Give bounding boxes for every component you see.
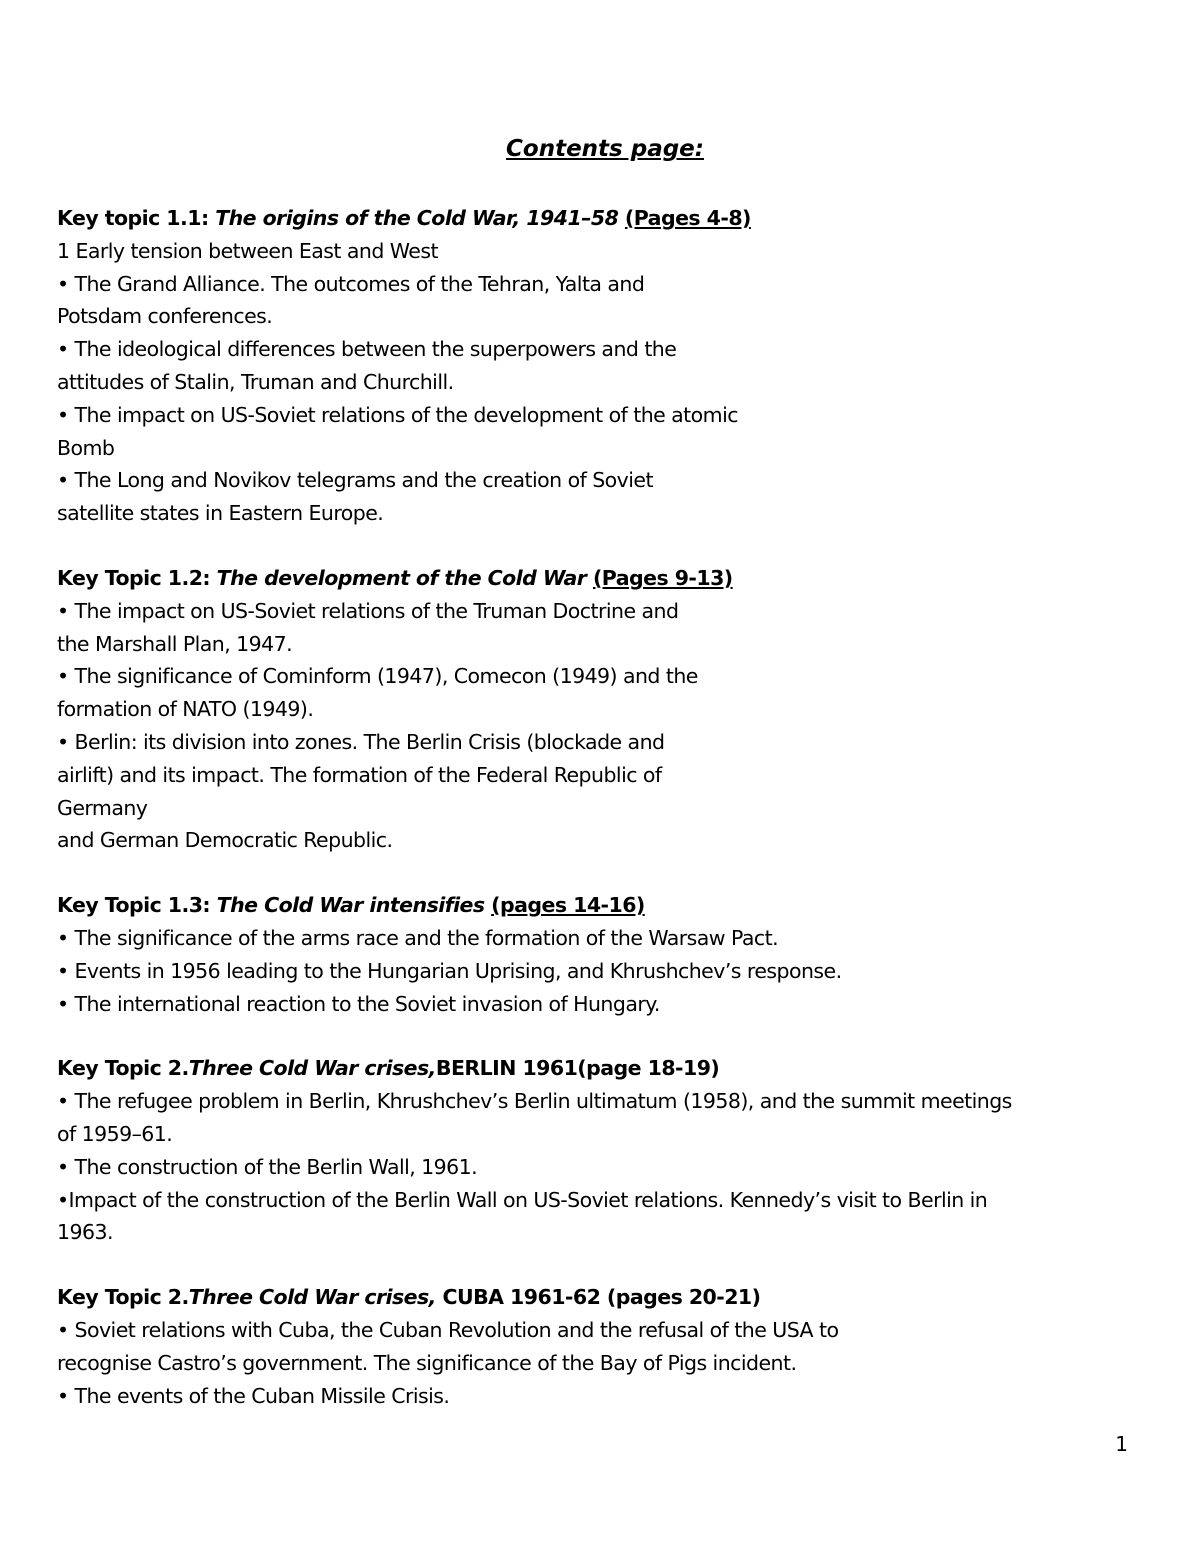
list-item: • The events of the Cuban Missile Crisis. [57,1383,450,1408]
list-item: airlift) and its impact. The formation of the Federal Republic of [57,762,662,787]
list-item: • The significance of the arms race and the formation of the Warsaw Pact. [57,925,779,950]
list-item: • The ideological differences between the superpowers and the [57,337,677,362]
page-number: 1 [1115,1432,1128,1456]
list-item: • Berlin: its division into zones. The Berlin Crisis (blockade and [57,729,665,754]
list-item: Germany [57,795,148,820]
topic-pages: (Pages 4-8) [624,206,751,230]
topic-title: Three Cold War crises, [188,1285,436,1310]
list-item: • The impact on US-Soviet relations of the development of the atomic [57,402,738,427]
topic-section [57,889,1157,1020]
list-item: Potsdam conferences. [57,304,273,329]
list-item: • The refugee problem in Berlin, Khrushchev’s Berlin ultimatum (1958), and the summit meetings [57,1089,1012,1114]
list-item: formation of NATO (1949). [57,697,314,722]
list-item: attitudes of Stalin, Truman and Churchill. [57,369,454,394]
topic-section [57,562,1157,857]
topic-number: Key Topic 1.3: [57,893,217,918]
topic-section [57,1281,1157,1412]
list-item: and German Democratic Republic. [57,828,393,853]
page-title: Contents page: [506,136,704,162]
list-item: 1 Early tension between East and West [57,238,438,263]
list-item: • Soviet relations with Cuba, the Cuban Revolution and the refusal of the USA to [57,1317,839,1342]
topic-section [57,1052,1157,1249]
topic-title: The Cold War intensifies [216,893,492,918]
list-item: • The international reaction to the Soviet invasion of Hungary. [57,991,660,1016]
list-item: • Events in 1956 leading to the Hungarian Uprising, and Khrushchev’s response. [57,958,842,983]
topic-title: Three Cold War crises, [188,1056,436,1081]
list-item: of 1959–61. [57,1121,173,1146]
topic-pages: CUBA 1961-62 (pages 20-21) [435,1285,761,1310]
list-item: recognise Castro’s government. The significance of the Bay of Pigs incident. [57,1350,797,1375]
list-item: satellite states in Eastern Europe. [57,501,384,526]
contents-list [57,202,1157,1412]
topic-number: Key Topic 2. [57,1056,189,1081]
topic-pages: (Pages 9-13) [592,565,733,590]
list-item: 1963. [57,1220,113,1245]
list-item: • The significance of Cominform (1947), Comecon (1949) and the [57,664,698,689]
list-item: • The construction of the Berlin Wall, 1961. [57,1154,478,1179]
topic-heading [57,562,1157,595]
topic-title: The origins of the Cold War, 1941–58 [215,206,625,230]
topic-title: The development of the Cold War [216,565,593,590]
list-item: •Impact of the construction of the Berlin Wall on US-Soviet relations. Kennedy’s visit to Berlin in [57,1187,988,1212]
list-item: • The impact on US-Soviet relations of the Truman Doctrine and [57,598,679,623]
topic-section [57,202,1157,530]
topic-number: Key topic 1.1: [57,206,216,230]
topic-heading [57,202,1157,235]
list-item: Bomb [57,435,115,460]
list-item: the Marshall Plan, 1947. [57,631,293,656]
topic-pages: BERLIN 1961(page 18-19) [435,1056,720,1081]
topic-number: Key Topic 2. [57,1285,189,1310]
topic-pages: (pages 14-16) [491,893,645,918]
list-item: • The Long and Novikov telegrams and the creation of Soviet [57,468,653,493]
topic-heading [57,1052,1157,1085]
topic-number: Key Topic 1.2: [57,565,217,590]
list-item: • The Grand Alliance. The outcomes of the Tehran, Yalta and [57,271,645,296]
topic-heading [57,889,1157,922]
topic-heading [57,1281,1157,1314]
